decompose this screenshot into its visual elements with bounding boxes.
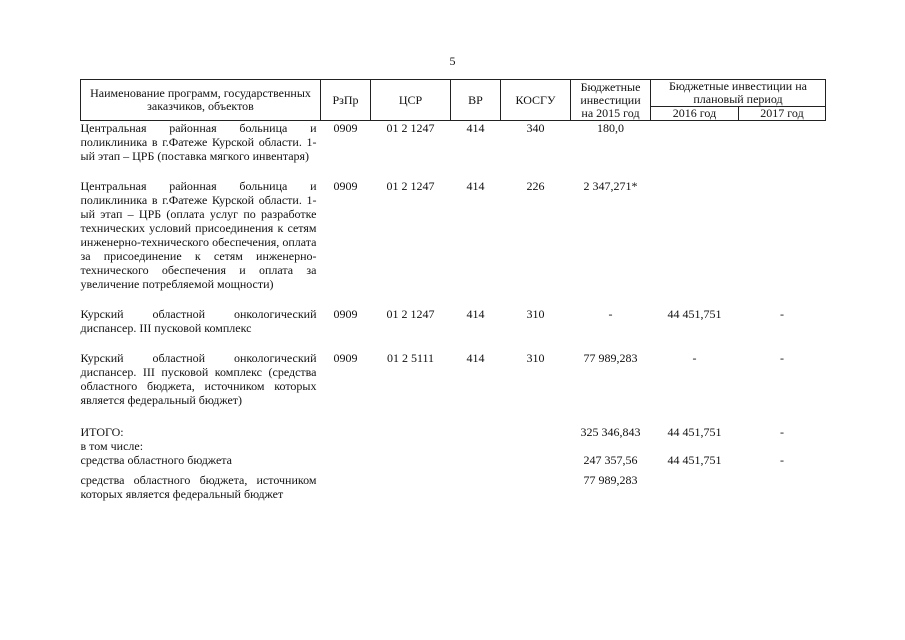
row-csr: 01 2 5111 <box>386 351 435 365</box>
row-kosgu: 310 <box>526 351 545 365</box>
row-rzpr: 0909 <box>333 307 358 321</box>
row-2015: - <box>608 307 613 321</box>
row-2017 <box>739 121 826 164</box>
row-vr: 414 <box>466 179 485 193</box>
table-row <box>81 307 826 335</box>
header-2017: 2017 год <box>739 107 826 121</box>
row-name: Центральная районная больница и поликлиника в г.Фатеже Курской области. 1-ый этап – ЦРБ (поставка мягкого инвентаря) <box>80 121 317 163</box>
row-2015: 180,0 <box>597 121 624 135</box>
table-row <box>81 351 826 407</box>
row-csr: 01 2 1247 <box>386 121 435 135</box>
total-2017: - <box>780 425 784 439</box>
header-rzpr: РзПр <box>321 80 371 121</box>
header-2015: Бюджетные инвестиции на 2015 год <box>571 80 651 121</box>
header-2016: 2016 год <box>651 107 739 121</box>
row-csr: 01 2 1247 <box>386 179 435 193</box>
row-2017: - <box>780 307 784 321</box>
row-2016: - <box>692 351 697 365</box>
including-label: в том числе: <box>80 439 144 453</box>
total-2015: 325 346,843 <box>580 425 641 439</box>
row-2016 <box>651 121 739 164</box>
header-kosgu: КОСГУ <box>501 80 571 121</box>
row-2016 <box>651 179 739 291</box>
federal-row <box>81 473 826 501</box>
row-vr: 414 <box>466 351 485 365</box>
total-2016: 44 451,751 <box>667 425 722 439</box>
total-label: ИТОГО: <box>80 425 124 439</box>
table-row <box>81 179 826 291</box>
row-2017 <box>739 179 826 291</box>
row-2017: - <box>780 351 784 365</box>
row-vr: 414 <box>466 121 485 135</box>
row-rzpr: 0909 <box>333 121 358 135</box>
federal-2015: 77 989,283 <box>583 473 638 487</box>
row-csr: 01 2 1247 <box>386 307 435 321</box>
federal-label: средства областного бюджета, источником которых является федеральный бюджет <box>80 473 317 501</box>
regional-2015: 247 357,56 <box>583 453 638 467</box>
table-header <box>81 80 826 121</box>
row-name: Курский областной онкологический диспансер. III пусковой комплекс (средства областного бюджета, источником которых является федеральный бюджет) <box>80 351 317 407</box>
budget-investments-table <box>80 79 826 501</box>
table-row <box>81 121 826 164</box>
regional-2016: 44 451,751 <box>667 453 722 467</box>
header-name: Наименование программ, государственных заказчиков, объектов <box>81 80 321 121</box>
row-vr: 414 <box>466 307 485 321</box>
row-kosgu: 310 <box>526 307 545 321</box>
regional-2017: - <box>780 453 784 467</box>
row-rzpr: 0909 <box>333 179 358 193</box>
row-name: Курский областной онкологический диспансер. III пусковой комплекс <box>80 307 317 335</box>
row-2015: 77 989,283 <box>583 351 638 365</box>
row-kosgu: 226 <box>526 179 545 193</box>
header-plan: Бюджетные инвестиции на плановый период <box>651 80 826 107</box>
regional-label: средства областного бюджета <box>80 453 232 467</box>
regional-row <box>81 453 826 467</box>
row-kosgu: 340 <box>526 121 545 135</box>
header-csr: ЦСР <box>371 80 451 121</box>
row-rzpr: 0909 <box>333 351 358 365</box>
row-2015: 2 347,271* <box>583 179 638 193</box>
header-vr: ВР <box>451 80 501 121</box>
row-name: Центральная районная больница и поликлиника в г.Фатеже Курской области. 1-ый этап – ЦРБ (оплата услуг по разработке технических условий присоединения к сетям инженерно-технического обеспечения, оплата за присоединение к сетям инженерно-технического обеспечения и оплата за увеличение потребляемой мощности) <box>80 179 317 291</box>
page-number: 5 <box>449 54 456 68</box>
row-2016: 44 451,751 <box>667 307 722 321</box>
total-row <box>81 425 826 439</box>
